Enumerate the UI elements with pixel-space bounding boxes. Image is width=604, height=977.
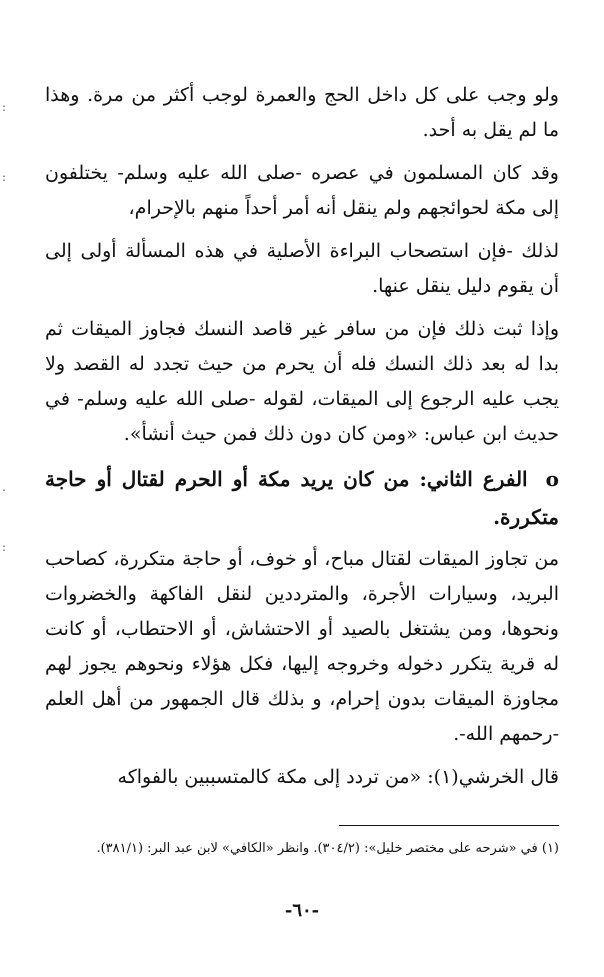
section-heading: [45, 460, 559, 536]
footnote-divider: [339, 825, 559, 826]
margin-mark: :: [2, 540, 7, 554]
section-heading-text: الفرع الثاني: من كان يريد مكة أو الحرم لقتال أو حاجة متكررة.: [45, 467, 559, 529]
margin-mark: :: [2, 100, 7, 114]
paragraph-1: ولو وجب على كل داخل الحج والعمرة لوجب أكثر من مرة. وهذا ما لم يقل به أحد.: [45, 84, 559, 141]
paragraph-4: وإذا ثبت ذلك فإن من سافر غير قاصد النسك فجاوز الميقات ثم بدا له بعد ذلك النسك فله أن يحرم من حيث تجدد له القصد ولا يجب عليه الرجوع إلى الميقات، لقوله -صلى الله عليه وسلم- في حديث ابن عباس: «ومن كان دون ذلك فمن حيث أنشأ».: [45, 318, 559, 445]
paragraph-5: من تجاوز الميقات لقتال مباح، أو خوف، أو حاجة متكررة، كصاحب البريد، وسيارات الأجرة، والمترددين لنقل الفاكهة والخضروات ونحوها، ومن يشتغل بالصيد أو الاحتشاش، أو الاحتطاب، أو كانت له قرية يتكرر دخوله وخروجه إليها، فكل هؤلاء ونحوهم يجوز لهم مجاوزة الميقات بدون إحرام، و بذلك قال الجمهور من أهل العلم -رحمهم الله-.: [45, 548, 560, 745]
main-text: [45, 78, 559, 803]
margin-mark: :: [2, 170, 7, 184]
bullet-icon: o: [545, 467, 559, 491]
paragraph-6: قال الخرشي(١): «من تردد إلى مكة كالمتسببين بالفواكه: [117, 766, 559, 788]
footnote: (١) في «شرحه على مختصر خليل»: (٣٠٤/٢). وانظر «الكافي» لابن عبد البر: (٣٨١/١).: [96, 841, 559, 856]
page-number: -٦٠-: [284, 900, 320, 921]
paragraph-3: لذلك -فإن استصحاب البراءة الأصلية في هذه المسألة أولى إلى أن يقوم دليل ينقل عنها.: [45, 240, 559, 297]
margin-mark: .: [2, 480, 6, 494]
paragraph-2: وقد كان المسلمون في عصره -صلى الله عليه وسلم- يختلفون إلى مكة لحوائجهم ولم ينقل أنه أمر أحداً منهم بالإحرام،: [45, 162, 559, 219]
